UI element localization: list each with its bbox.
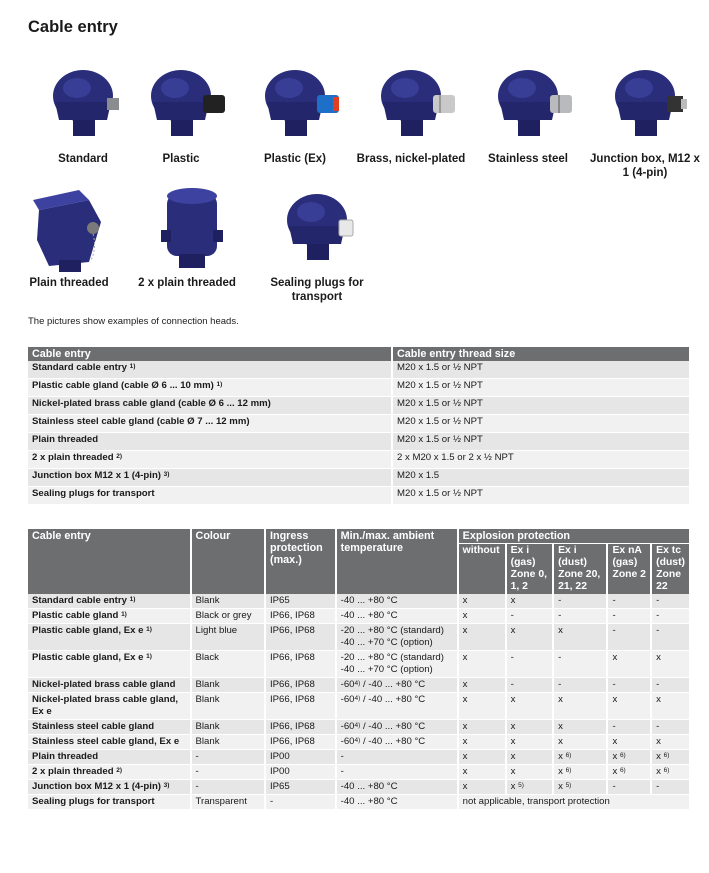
gallery-item-label: Standard bbox=[58, 153, 108, 165]
ex-value: x bbox=[612, 736, 618, 747]
ex-value: x bbox=[510, 595, 516, 606]
cable-entry-cell bbox=[28, 379, 392, 397]
ex-value: - bbox=[656, 595, 660, 606]
connection-head-icon bbox=[33, 58, 133, 150]
table-row bbox=[28, 594, 689, 609]
gallery-item bbox=[14, 182, 124, 290]
temperature-value: -60 bbox=[340, 679, 355, 690]
cable-entry-cell bbox=[28, 397, 392, 415]
footnote-ref: 2) bbox=[116, 453, 123, 460]
ex-cell bbox=[506, 780, 553, 795]
temperature-value: -60 bbox=[340, 694, 355, 705]
ex-value: x bbox=[462, 766, 468, 777]
colour-cell: Blank bbox=[191, 735, 265, 750]
cable-entry-name: Nickel-plated brass cable gland (cable Ø 6 ... 12 mm) bbox=[32, 398, 271, 409]
temperature-cell bbox=[336, 609, 458, 624]
footnote-ref: 6) bbox=[663, 767, 670, 774]
ex-cell bbox=[458, 693, 506, 720]
ex-value: x bbox=[462, 721, 468, 732]
cable-entry-name: Plastic cable gland (cable Ø 6 ... 10 mm) bbox=[32, 380, 214, 391]
ex-value: - bbox=[612, 595, 616, 606]
table-row bbox=[28, 487, 689, 505]
cable-entry-name: Nickel-plated brass cable gland, Ex e bbox=[32, 694, 179, 717]
cable-entry-name: Junction box M12 x 1 (4-pin) bbox=[32, 781, 161, 792]
temperature-value-rest: / -40 ... +80 °C bbox=[360, 679, 426, 690]
gallery-item-label: 2 x plain threaded bbox=[138, 277, 236, 289]
ex-value: x bbox=[558, 625, 563, 636]
ex-cell bbox=[651, 750, 689, 765]
temperature-cell bbox=[336, 735, 458, 750]
col-ex-without: without bbox=[458, 544, 506, 595]
ex-value: x bbox=[510, 694, 516, 705]
ex-cell bbox=[651, 594, 689, 609]
ex-cell bbox=[651, 735, 689, 750]
ex-value: - bbox=[656, 781, 660, 792]
ingress-cell: IP65 bbox=[265, 780, 336, 795]
ex-value: - bbox=[558, 595, 562, 606]
ex-value: x bbox=[510, 625, 516, 636]
ex-cell bbox=[553, 750, 607, 765]
cable-entry-cell bbox=[28, 720, 191, 735]
temperature-cell bbox=[336, 795, 458, 810]
ex-value: x bbox=[510, 721, 516, 732]
ex-value: - bbox=[510, 679, 514, 690]
table-row bbox=[28, 469, 689, 487]
temperature-cell bbox=[336, 750, 458, 765]
gallery-item bbox=[356, 58, 466, 166]
col-ex-i-dust: Ex i (dust) Zone 20, 21, 22 bbox=[553, 544, 607, 595]
ex-cell bbox=[506, 720, 553, 735]
ingress-cell: IP66, IP68 bbox=[265, 693, 336, 720]
footnote-ref: 3) bbox=[163, 471, 170, 478]
temperature-value: -40 ... +80 °C bbox=[340, 595, 398, 606]
colour-cell: - bbox=[191, 750, 265, 765]
thread-size-cell: M20 x 1.5 or ½ NPT bbox=[392, 433, 689, 451]
colour-cell: Black bbox=[191, 651, 265, 678]
ex-value: x bbox=[558, 751, 563, 762]
ingress-cell: IP66, IP68 bbox=[265, 651, 336, 678]
table-row bbox=[28, 780, 689, 795]
ex-value: x bbox=[462, 595, 468, 606]
table-row bbox=[28, 624, 689, 651]
cable-entry-name: 2 x plain threaded bbox=[32, 452, 114, 463]
ex-cell bbox=[553, 720, 607, 735]
ex-cell bbox=[607, 720, 651, 735]
ex-cell bbox=[607, 780, 651, 795]
ex-value: x bbox=[656, 736, 661, 747]
ex-cell bbox=[458, 651, 506, 678]
gallery-item bbox=[126, 58, 236, 166]
ex-cell bbox=[651, 693, 689, 720]
ex-value: x bbox=[612, 766, 618, 777]
ex-value: - bbox=[558, 652, 562, 663]
footnote-ref: 6) bbox=[619, 767, 626, 774]
cable-entry-name: Standard cable entry bbox=[32, 595, 127, 606]
gallery-item-label: Plastic bbox=[162, 153, 200, 165]
cable-entry-cell bbox=[28, 765, 191, 780]
ex-value: x bbox=[510, 736, 516, 747]
colour-cell: Light blue bbox=[191, 624, 265, 651]
ex-value: x bbox=[558, 721, 563, 732]
col-temperature: Min./max. ambient temperature bbox=[336, 529, 458, 594]
ex-cell bbox=[506, 624, 553, 651]
ex-value: x bbox=[656, 751, 661, 762]
footnote-ref: 3) bbox=[163, 782, 170, 789]
table-row bbox=[28, 678, 689, 693]
ex-cell bbox=[607, 750, 651, 765]
table-row bbox=[28, 379, 689, 397]
footnote-ref: 4) bbox=[354, 695, 361, 702]
gallery-item-label: Brass, nickel-plated bbox=[356, 153, 466, 165]
table-row bbox=[28, 765, 689, 780]
ex-value: - bbox=[656, 679, 660, 690]
ex-cell bbox=[458, 678, 506, 693]
gallery-item bbox=[262, 182, 372, 304]
cable-entry-name: Stainless steel cable gland bbox=[32, 721, 155, 732]
footnote-ref: 6) bbox=[619, 752, 626, 759]
ingress-cell: IP66, IP68 bbox=[265, 735, 336, 750]
ex-cell bbox=[506, 750, 553, 765]
ex-value: x bbox=[656, 694, 661, 705]
ex-cell bbox=[607, 594, 651, 609]
ex-value: x bbox=[510, 766, 516, 777]
temperature-value: -60 bbox=[340, 721, 355, 732]
ex-cell bbox=[553, 624, 607, 651]
col-thread-size: Cable entry thread size bbox=[392, 347, 689, 361]
connection-head-icon bbox=[131, 58, 231, 150]
thread-size-cell: 2 x M20 x 1.5 or 2 x ½ NPT bbox=[392, 451, 689, 469]
table-row bbox=[28, 361, 689, 379]
colour-cell: Blank bbox=[191, 693, 265, 720]
col-explosion-protection: Explosion protection bbox=[458, 529, 689, 544]
thread-size-cell: M20 x 1.5 or ½ NPT bbox=[392, 397, 689, 415]
ex-value: x bbox=[462, 751, 468, 762]
ex-cell bbox=[458, 735, 506, 750]
ex-cell bbox=[553, 693, 607, 720]
ex-cell bbox=[458, 780, 506, 795]
ex-value: x bbox=[462, 781, 468, 792]
ex-cell bbox=[506, 765, 553, 780]
footnote-ref: 6) bbox=[565, 767, 572, 774]
cable-entry-name: Plain threaded bbox=[32, 434, 99, 445]
ingress-cell: IP00 bbox=[265, 765, 336, 780]
connection-head-icon bbox=[595, 58, 695, 150]
ex-cell bbox=[651, 765, 689, 780]
cable-entry-name: Plain threaded bbox=[32, 751, 99, 762]
ex-cell bbox=[607, 678, 651, 693]
ex-value: - bbox=[510, 652, 514, 663]
gallery-item bbox=[473, 58, 583, 166]
ex-value: x bbox=[558, 766, 563, 777]
ex-cell bbox=[458, 765, 506, 780]
table-row bbox=[28, 693, 689, 720]
temperature-cell bbox=[336, 765, 458, 780]
ingress-cell: IP00 bbox=[265, 750, 336, 765]
ex-value: - bbox=[612, 679, 616, 690]
ex-value: - bbox=[558, 610, 562, 621]
ex-cell bbox=[607, 624, 651, 651]
table-row bbox=[28, 433, 689, 451]
connection-head-icon bbox=[478, 58, 578, 150]
cable-entry-name: Plastic cable gland, Ex e bbox=[32, 625, 144, 636]
cable-entry-cell bbox=[28, 451, 392, 469]
ex-cell bbox=[506, 735, 553, 750]
ex-cell bbox=[651, 780, 689, 795]
col-cable-entry: Cable entry bbox=[28, 347, 392, 361]
ex-value: x bbox=[612, 694, 618, 705]
cable-entry-name: Plastic cable gland, Ex e bbox=[32, 652, 144, 663]
ex-cell bbox=[458, 720, 506, 735]
cable-entry-cell bbox=[28, 469, 392, 487]
gallery-item-label: Junction box, M12 x 1 (4-pin) bbox=[590, 153, 700, 179]
thread-size-cell: M20 x 1.5 bbox=[392, 469, 689, 487]
table-row bbox=[28, 451, 689, 469]
ex-value: - bbox=[656, 610, 660, 621]
ex-cell bbox=[458, 594, 506, 609]
cable-entry-cell bbox=[28, 678, 191, 693]
table-row bbox=[28, 651, 689, 678]
connection-head-icon bbox=[137, 182, 237, 274]
ex-value: x bbox=[656, 766, 661, 777]
ex-cell bbox=[651, 609, 689, 624]
ex-cell bbox=[607, 693, 651, 720]
ex-cell bbox=[553, 651, 607, 678]
temperature-cell bbox=[336, 678, 458, 693]
temperature-option: -40 ... +70 °C (option) bbox=[340, 664, 433, 675]
footnote-ref: 4) bbox=[354, 680, 361, 687]
connection-head-icon bbox=[19, 182, 119, 274]
ex-note-cell: not applicable, transport protection bbox=[458, 795, 689, 810]
cable-entry-cell bbox=[28, 594, 191, 609]
footnote-ref: 6) bbox=[565, 752, 572, 759]
ex-cell bbox=[553, 765, 607, 780]
cable-entry-cell bbox=[28, 609, 191, 624]
temperature-value: -60 bbox=[340, 736, 355, 747]
colour-cell: Blank bbox=[191, 678, 265, 693]
ex-cell bbox=[506, 594, 553, 609]
ex-value: x bbox=[558, 736, 563, 747]
temperature-cell bbox=[336, 693, 458, 720]
ex-value: - bbox=[612, 610, 616, 621]
cable-entry-cell bbox=[28, 735, 191, 750]
ex-cell bbox=[553, 594, 607, 609]
colour-cell: - bbox=[191, 765, 265, 780]
col-ex-na-gas: Ex nA (gas) Zone 2 bbox=[607, 544, 651, 595]
temperature-value: -40 ... +80 °C bbox=[340, 796, 398, 807]
thread-size-cell: M20 x 1.5 or ½ NPT bbox=[392, 379, 689, 397]
colour-cell: Blank bbox=[191, 594, 265, 609]
ex-cell bbox=[651, 624, 689, 651]
temperature-cell bbox=[336, 594, 458, 609]
cable-entry-name: Nickel-plated brass cable gland bbox=[32, 679, 176, 690]
ex-cell bbox=[506, 651, 553, 678]
ex-cell bbox=[607, 651, 651, 678]
col-ex-tc-dust: Ex tc (dust) Zone 22 bbox=[651, 544, 689, 595]
temperature-cell bbox=[336, 651, 458, 678]
gallery-item bbox=[132, 182, 242, 290]
cable-entry-name: Sealing plugs for transport bbox=[32, 488, 155, 499]
temperature-cell bbox=[336, 780, 458, 795]
colour-cell: Blank bbox=[191, 720, 265, 735]
cable-entry-cell bbox=[28, 624, 191, 651]
ex-cell bbox=[651, 651, 689, 678]
colour-cell: Black or grey bbox=[191, 609, 265, 624]
ex-value: x bbox=[462, 625, 468, 636]
cable-entry-name: Standard cable entry bbox=[32, 362, 127, 373]
table-row bbox=[28, 735, 689, 750]
temperature-option: -40 ... +70 °C (option) bbox=[340, 637, 433, 648]
ingress-cell: - bbox=[265, 795, 336, 810]
ex-cell bbox=[607, 735, 651, 750]
footnote-ref: 6) bbox=[663, 752, 670, 759]
ex-cell bbox=[553, 735, 607, 750]
gallery-item-label: Plain threaded bbox=[29, 277, 109, 289]
cable-entry-cell bbox=[28, 415, 392, 433]
ex-value: - bbox=[656, 625, 660, 636]
thread-size-cell: M20 x 1.5 or ½ NPT bbox=[392, 415, 689, 433]
ex-value: x bbox=[462, 610, 468, 621]
ex-cell bbox=[458, 750, 506, 765]
footnote-ref: 1) bbox=[129, 596, 136, 603]
ex-value: x bbox=[462, 679, 468, 690]
cable-entry-name: Junction box M12 x 1 (4-pin) bbox=[32, 470, 161, 481]
explosion-protection-table bbox=[28, 529, 689, 810]
cable-entry-cell bbox=[28, 433, 392, 451]
ex-cell bbox=[506, 678, 553, 693]
cable-entry-cell bbox=[28, 780, 191, 795]
ex-value: x bbox=[510, 781, 516, 792]
ex-cell bbox=[607, 609, 651, 624]
gallery-note: The pictures show examples of connection heads. bbox=[28, 316, 239, 327]
temperature-value-rest: / -40 ... +80 °C bbox=[360, 721, 426, 732]
thread-size-cell: M20 x 1.5 or ½ NPT bbox=[392, 487, 689, 505]
table-row bbox=[28, 415, 689, 433]
ex-value: x bbox=[558, 781, 563, 792]
colour-cell: - bbox=[191, 780, 265, 795]
ingress-cell: IP66, IP68 bbox=[265, 609, 336, 624]
gallery-item bbox=[590, 58, 700, 180]
col-ingress: Ingress protection (max.) bbox=[265, 529, 336, 594]
temperature-value: - bbox=[340, 766, 344, 777]
ex-value: - bbox=[510, 610, 514, 621]
gallery-item bbox=[240, 58, 350, 166]
ex-value: x bbox=[558, 694, 563, 705]
ex-value: x bbox=[510, 751, 516, 762]
cable-entry-name: Plastic cable gland bbox=[32, 610, 119, 621]
cable-entry-name: Stainless steel cable gland, Ex e bbox=[32, 736, 180, 747]
footnote-ref: 2) bbox=[116, 767, 123, 774]
table-row bbox=[28, 720, 689, 735]
cable-entry-cell bbox=[28, 361, 392, 379]
ingress-cell: IP66, IP68 bbox=[265, 678, 336, 693]
colour-cell: Transparent bbox=[191, 795, 265, 810]
connection-head-icon bbox=[361, 58, 461, 150]
ex-cell bbox=[553, 609, 607, 624]
temperature-value: -40 ... +80 °C bbox=[340, 781, 398, 792]
ex-cell bbox=[458, 624, 506, 651]
ingress-cell: IP65 bbox=[265, 594, 336, 609]
col-ex-i-gas: Ex i (gas) Zone 0, 1, 2 bbox=[506, 544, 553, 595]
ex-value: x bbox=[612, 652, 618, 663]
footnote-ref: 4) bbox=[354, 737, 361, 744]
ex-cell bbox=[607, 765, 651, 780]
ex-cell bbox=[651, 720, 689, 735]
col-colour: Colour bbox=[191, 529, 265, 594]
ex-cell bbox=[506, 609, 553, 624]
ex-cell bbox=[458, 609, 506, 624]
connection-head-icon bbox=[267, 182, 367, 274]
table-row bbox=[28, 795, 689, 810]
table-row bbox=[28, 397, 689, 415]
ingress-cell: IP66, IP68 bbox=[265, 624, 336, 651]
temperature-value: -20 ... +80 °C (standard) bbox=[340, 652, 444, 663]
table-row bbox=[28, 750, 689, 765]
temperature-value: -20 ... +80 °C (standard) bbox=[340, 625, 444, 636]
ex-value: - bbox=[558, 679, 562, 690]
thread-size-table bbox=[28, 347, 689, 505]
cable-entry-name: Sealing plugs for transport bbox=[32, 796, 155, 807]
footnote-ref: 4) bbox=[354, 722, 361, 729]
cable-entry-cell bbox=[28, 693, 191, 720]
temperature-value-rest: / -40 ... +80 °C bbox=[360, 736, 426, 747]
ex-cell bbox=[651, 678, 689, 693]
ex-value: - bbox=[612, 721, 616, 732]
ex-value: - bbox=[612, 781, 616, 792]
ex-value: x bbox=[462, 736, 468, 747]
cable-entry-cell bbox=[28, 487, 392, 505]
gallery-item-label: Plastic (Ex) bbox=[264, 153, 326, 165]
footnote-ref: 5) bbox=[565, 782, 572, 789]
cable-entry-cell bbox=[28, 795, 191, 810]
connection-head-icon bbox=[245, 58, 345, 150]
table-row bbox=[28, 609, 689, 624]
temperature-value-rest: / -40 ... +80 °C bbox=[360, 694, 426, 705]
cable-entry-cell bbox=[28, 651, 191, 678]
ingress-cell: IP66, IP68 bbox=[265, 720, 336, 735]
temperature-value: -40 ... +80 °C bbox=[340, 610, 398, 621]
gallery-item bbox=[28, 58, 138, 166]
cable-entry-name: 2 x plain threaded bbox=[32, 766, 114, 777]
ex-cell bbox=[553, 678, 607, 693]
ex-cell bbox=[506, 693, 553, 720]
ex-value: x bbox=[462, 652, 468, 663]
thread-size-cell: M20 x 1.5 or ½ NPT bbox=[392, 361, 689, 379]
cable-entry-name: Stainless steel cable gland (cable Ø 7 ... 12 mm) bbox=[32, 416, 250, 427]
gallery-item-label: Sealing plugs for transport bbox=[270, 277, 364, 303]
ex-value: - bbox=[656, 721, 660, 732]
footnote-ref: 5) bbox=[518, 782, 524, 789]
temperature-cell bbox=[336, 720, 458, 735]
ex-value: x bbox=[612, 751, 618, 762]
ex-value: x bbox=[656, 652, 661, 663]
footnote-ref: 1) bbox=[129, 363, 136, 370]
col-entry: Cable entry bbox=[28, 529, 191, 594]
gallery-item-label: Stainless steel bbox=[488, 153, 568, 165]
cable-entry-cell bbox=[28, 750, 191, 765]
footnote-ref: 1) bbox=[146, 626, 152, 633]
footnote-ref: 1) bbox=[216, 381, 223, 388]
ex-value: x bbox=[462, 694, 468, 705]
page-title: Cable entry bbox=[28, 18, 118, 36]
footnote-ref: 1) bbox=[121, 611, 127, 618]
temperature-cell bbox=[336, 624, 458, 651]
footnote-ref: 1) bbox=[146, 653, 152, 660]
ex-value: - bbox=[612, 625, 616, 636]
temperature-value: - bbox=[340, 751, 344, 762]
ex-cell bbox=[553, 780, 607, 795]
